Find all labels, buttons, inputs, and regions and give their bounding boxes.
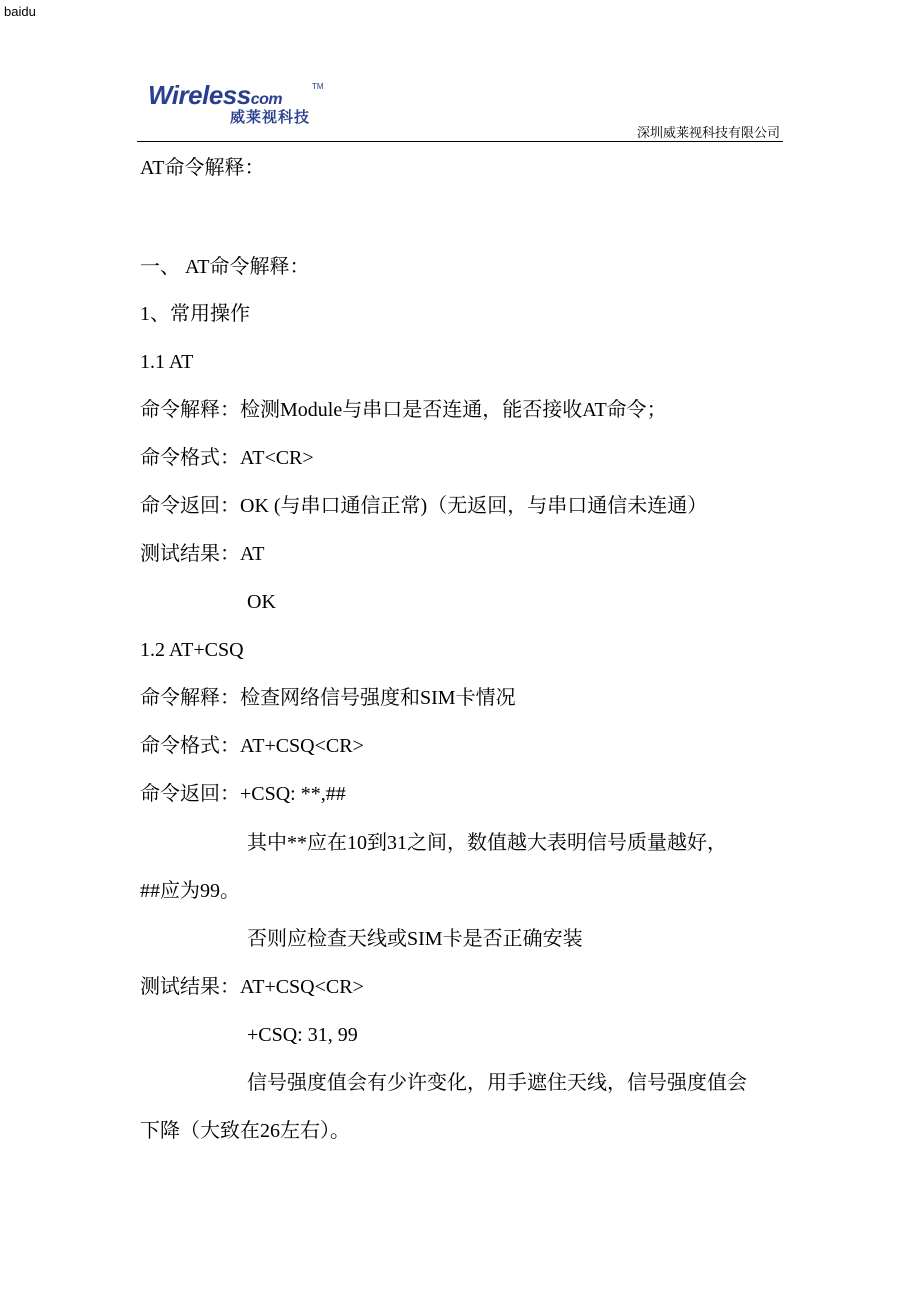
text-line: 命令格式：AT+CSQ<CR> bbox=[140, 735, 364, 757]
logo-trademark: TM bbox=[312, 82, 324, 91]
logo-wordmark: Wirelesscom bbox=[148, 80, 283, 110]
text-line: 测试结果：AT bbox=[140, 543, 265, 565]
text-line: OK bbox=[247, 591, 276, 613]
item-heading-1-2: 1.2 AT+CSQ bbox=[140, 639, 244, 661]
text-line: 否则应检查天线或SIM卡是否正确安装 bbox=[247, 928, 583, 950]
company-name: 深圳威莱视科技有限公司 bbox=[636, 125, 780, 140]
header-rule bbox=[137, 141, 783, 142]
text-line: ##应为99。 bbox=[140, 880, 240, 902]
text-line: 命令返回：OK (与串口通信正常)（无返回，与串口通信未连通） bbox=[140, 495, 708, 517]
item-heading-1-1: 1.1 AT bbox=[140, 351, 194, 373]
subsection-heading: 1、常用操作 bbox=[140, 303, 250, 325]
text-line: +CSQ: 31, 99 bbox=[247, 1024, 358, 1046]
text-line: 测试结果：AT+CSQ<CR> bbox=[140, 976, 364, 998]
doc-title: AT命令解释： bbox=[140, 157, 265, 179]
text-line: 其中**应在10到31之间，数值越大表明信号质量越好， bbox=[247, 832, 727, 854]
text-line: 下降（大致在26左右）。 bbox=[140, 1120, 350, 1142]
section-heading: 一、 AT命令解释： bbox=[140, 256, 310, 278]
text-line: 信号强度值会有少许变化，用手遮住天线，信号强度值会 bbox=[247, 1072, 747, 1094]
text-line: 命令返回：+CSQ: **,## bbox=[140, 783, 346, 805]
company-logo bbox=[148, 80, 328, 126]
text-line: 命令解释：检查网络信号强度和SIM卡情况 bbox=[140, 687, 516, 709]
text-line: 命令格式：AT<CR> bbox=[140, 447, 314, 469]
text-line: 命令解释：检测Module与串口是否连通，能否接收AT命令； bbox=[140, 399, 667, 421]
corner-label: baidu bbox=[4, 4, 36, 19]
logo-chinese-name: 威莱视科技 bbox=[230, 108, 311, 126]
